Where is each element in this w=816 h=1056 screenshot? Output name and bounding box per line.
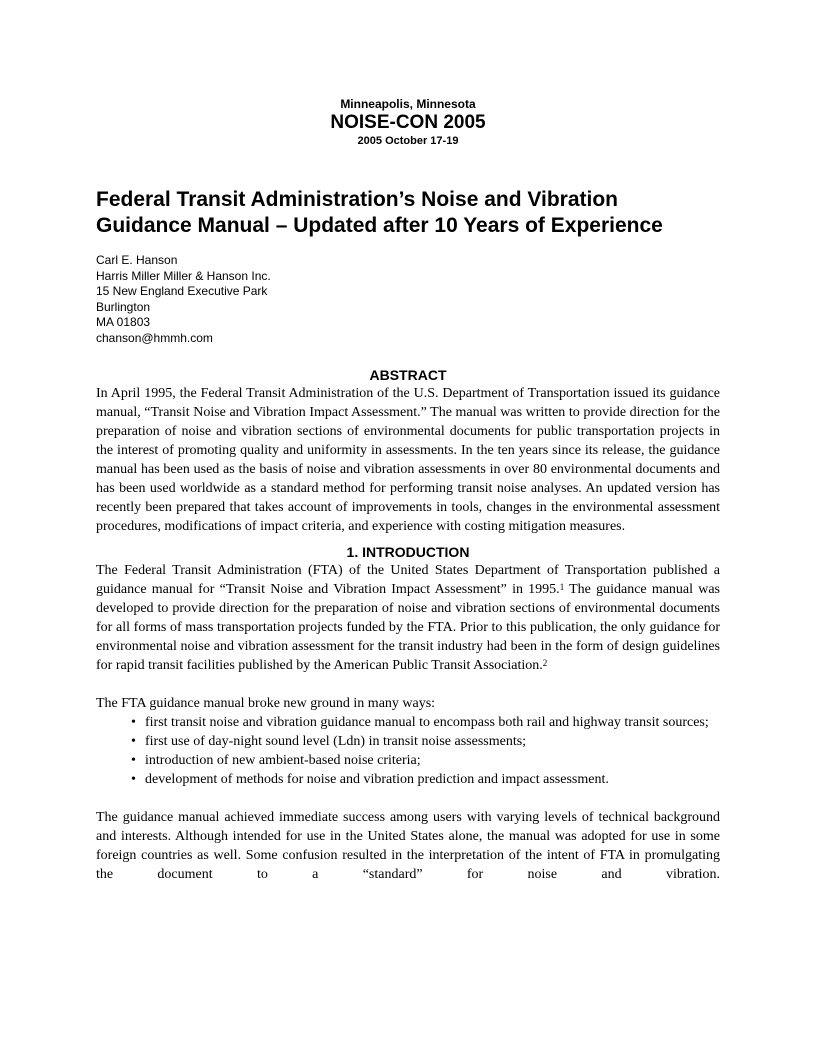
- intro-p1-text-a: The Federal Transit Administration (FTA) of the United States Department of Transportation published a guidance manual for “Transit Noise and Vibration Impact Assessment” in 1995.: [96, 562, 720, 597]
- conference-location: Minneapolis, Minnesota: [340, 97, 476, 111]
- innovation-list: [96, 713, 720, 789]
- bullet-icon: •: [131, 771, 136, 787]
- list-item: • introduction of new ambient-based noise criteria;: [131, 752, 421, 768]
- author-city: Burlington: [96, 299, 151, 314]
- conference-name: NOISE-CON 2005: [330, 112, 486, 133]
- intro-p1-text-b: The guidance manual was developed to provide direction for the preparation of noise and vibration sections of environmental documents for all forms of mass transportation projects funded by the FTA. Prior to this publication, the only guidance for environmental noise and vibration assessment for the transit industry had been in the form of design guidelines for rapid transit facilities published by the American Public Transit Association.: [96, 581, 721, 673]
- abstract-text: In April 1995, the Federal Transit Administration of the U.S. Department of Transportation issued its guidance manual, “Transit Noise and Vibration Impact Assessment.” The manual was written to provide direction for the preparation of noise and vibration sections of environmental documents for public transportation projects in the interest of promoting quality and uniformity in assessments. In the ten years since its release, the guidance manual has been used as the basis of noise and vibration assessments in over 80 environmental documents and has been used worldwide as a standard method for performing transit noise analyses. An updated version has recently been prepared that takes account of improvements in tools, changes in the environmental assessment procedures, modifications of impact criteria, and experience with costing mitigation measures.: [96, 385, 720, 534]
- author-email: chanson@hmmh.com: [96, 330, 213, 345]
- introduction-paragraph-2: The FTA guidance manual broke new ground in many ways:: [96, 695, 436, 711]
- bullet-icon: •: [131, 752, 136, 768]
- introduction-paragraph-1: [96, 561, 720, 675]
- conference-header: [96, 96, 720, 148]
- author-company: Harris Miller Miller & Hanson Inc.: [96, 268, 271, 283]
- author-block: [96, 253, 720, 347]
- list-item: • development of methods for noise and vibration prediction and impact assessment.: [131, 771, 609, 787]
- bullet-icon: •: [131, 733, 136, 749]
- paper-title-line-2: Guidance Manual – Updated after 10 Years of Experience: [96, 214, 663, 237]
- bullet-icon: •: [131, 714, 136, 730]
- introduction-paragraph-3: The guidance manual achieved immediate success among users with varying levels of technical background and interests. Although intended for use in the United States alone, the manual was adopted for use in some foreign countries as well. Some confusion resulted in the interpretation of the intent of FTA in promulgating the document to a “standard” for noise and vibration.: [96, 809, 720, 882]
- abstract-heading: ABSTRACT: [369, 366, 447, 383]
- footnote-ref-2: 2: [542, 657, 548, 668]
- introduction-heading: 1. INTRODUCTION: [346, 543, 470, 560]
- list-item: • first use of day-night sound level (Ldn) in transit noise assessments;: [131, 733, 527, 749]
- author-address: 15 New England Executive Park: [96, 284, 268, 299]
- conference-dates: 2005 October 17-19: [357, 135, 459, 147]
- author-state-zip: MA 01803: [96, 315, 151, 330]
- author-name: Carl E. Hanson: [96, 253, 178, 267]
- list-item: • first transit noise and vibration guidance manual to encompass both rail and highway transit sources;: [131, 714, 709, 730]
- paper-title-line-1: Federal Transit Administration’s Noise and Vibration: [96, 188, 618, 211]
- paper-title: [96, 187, 720, 239]
- paper-page: [96, 96, 720, 884]
- footnote-ref-1: 1: [559, 581, 565, 592]
